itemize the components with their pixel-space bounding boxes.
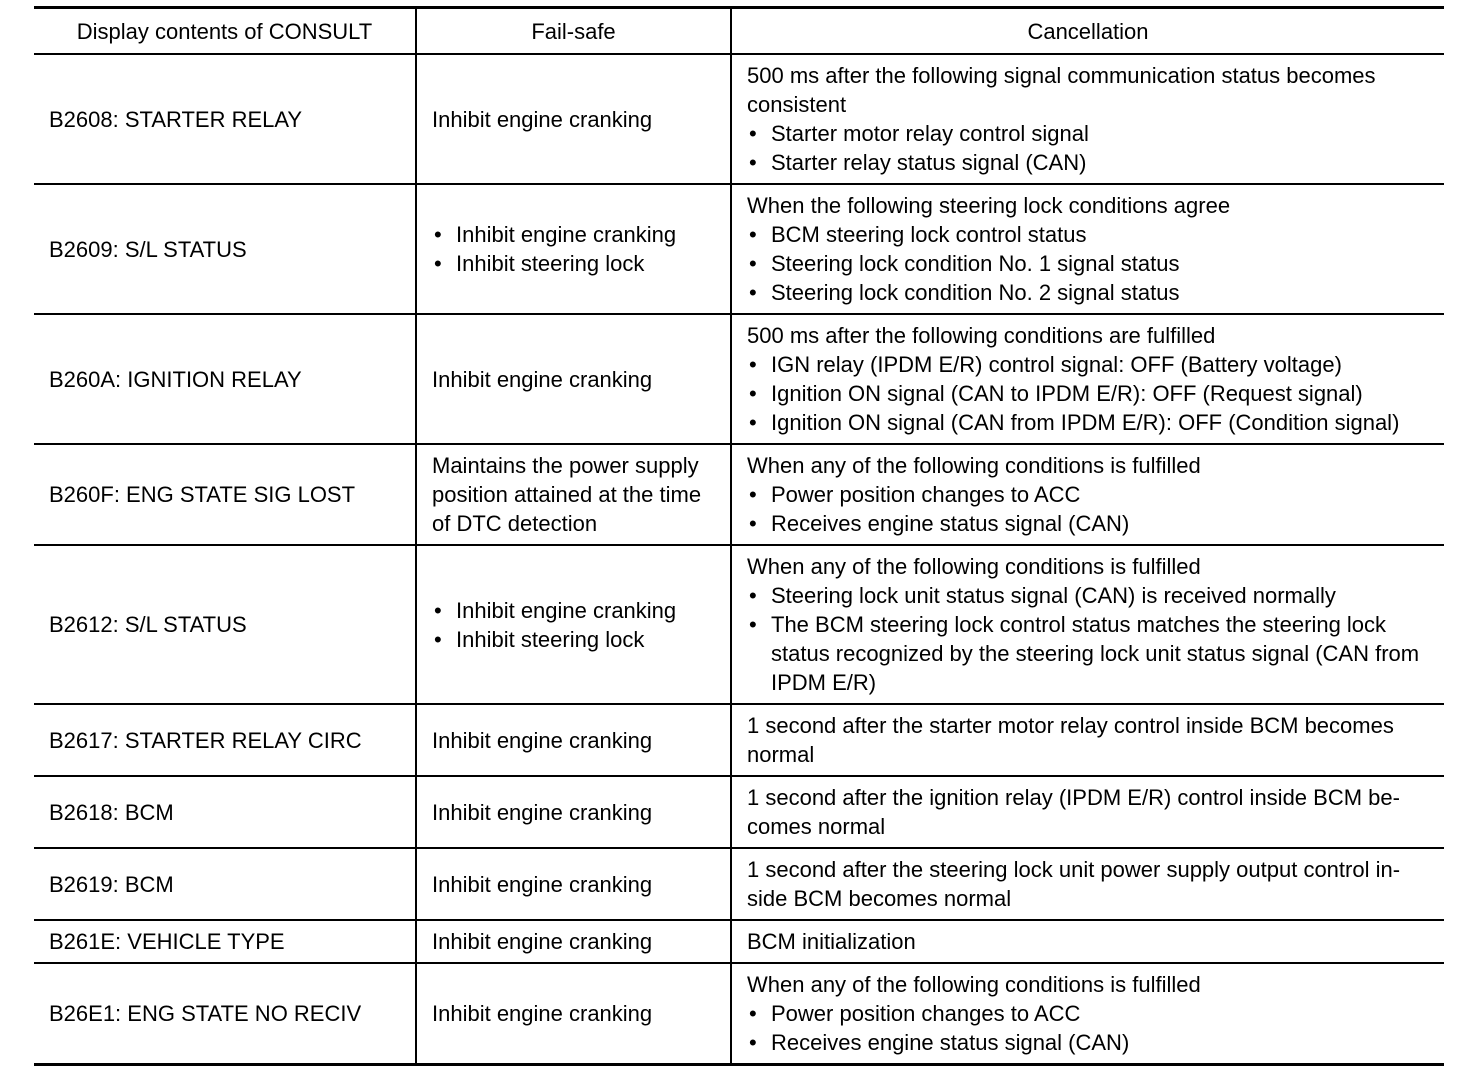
failsafe-cell: Inhibit engine cranking (416, 920, 731, 963)
list-item: • Ignition ON signal (CAN to IPDM E/R): OFF (Request signal) (747, 379, 1438, 408)
table-row (34, 184, 1444, 314)
header-row (34, 8, 1444, 55)
cancellation-list (747, 220, 1438, 307)
list-item: • Inhibit engine cranking (432, 596, 724, 625)
list-item: • BCM steering lock control status (747, 220, 1438, 249)
cancellation-cell (731, 545, 1444, 704)
cancellation-intro: 500 ms after the following signal communication status becomes consistent (747, 63, 1376, 117)
list-item: • Power position changes to ACC (747, 999, 1438, 1028)
table-row (34, 963, 1444, 1065)
failsafe-cell: Inhibit engine cranking (416, 776, 731, 848)
list-item: • Ignition ON signal (CAN from IPDM E/R): OFF (Condition signal) (747, 408, 1438, 437)
list-item: • Power position changes to ACC (747, 480, 1438, 509)
cancellation-cell: 1 second after the steering lock unit power supply output control in-side BCM becomes normal (731, 848, 1444, 920)
table-row (34, 848, 1444, 920)
cancellation-intro: When any of the following conditions is fulfilled (747, 554, 1201, 579)
fail-safe-table (34, 6, 1444, 1066)
display-cell: B2619: BCM (34, 848, 416, 920)
header-display: Display contents of CONSULT (34, 8, 416, 55)
table-row (34, 54, 1444, 184)
table-row (34, 704, 1444, 776)
cancellation-list (747, 480, 1438, 538)
list-item: • Inhibit engine cranking (432, 220, 724, 249)
failsafe-cell: Maintains the power supply position attained at the time of DTC detection (416, 444, 731, 545)
failsafe-cell: Inhibit engine cranking (416, 963, 731, 1065)
display-cell: B2609: S/L STATUS (34, 184, 416, 314)
list-item: • Steering lock condition No. 1 signal status (747, 249, 1438, 278)
cancellation-list (747, 999, 1438, 1057)
cancellation-cell (731, 184, 1444, 314)
display-cell: B26E1: ENG STATE NO RECIV (34, 963, 416, 1065)
display-cell: B2608: STARTER RELAY (34, 54, 416, 184)
list-item: • Starter relay status signal (CAN) (747, 148, 1438, 177)
cancellation-cell (731, 314, 1444, 444)
failsafe-cell (416, 184, 731, 314)
display-cell: B2618: BCM (34, 776, 416, 848)
list-item: • The BCM steering lock control status matches the steering lock status recognized by the steering lock unit status signal (CAN from IPDM E/R) (747, 610, 1438, 697)
failsafe-cell: Inhibit engine cranking (416, 704, 731, 776)
failsafe-list (432, 220, 724, 278)
list-item: • Receives engine status signal (CAN) (747, 1028, 1438, 1057)
failsafe-list (432, 596, 724, 654)
cancellation-cell (731, 54, 1444, 184)
header-cancellation: Cancellation (731, 8, 1444, 55)
display-cell: B261E: VEHICLE TYPE (34, 920, 416, 963)
list-item: • IGN relay (IPDM E/R) control signal: OFF (Battery voltage) (747, 350, 1438, 379)
list-item: • Starter motor relay control signal (747, 119, 1438, 148)
list-item: • Receives engine status signal (CAN) (747, 509, 1438, 538)
list-item: • Steering lock unit status signal (CAN) is received normally (747, 581, 1438, 610)
table-row (34, 314, 1444, 444)
cancellation-cell (731, 444, 1444, 545)
cancellation-intro: When the following steering lock conditions agree (747, 193, 1231, 218)
table-row (34, 444, 1444, 545)
failsafe-cell: Inhibit engine cranking (416, 848, 731, 920)
header-failsafe: Fail-safe (416, 8, 731, 55)
cancellation-cell: BCM initialization (731, 920, 1444, 963)
table-row (34, 920, 1444, 963)
cancellation-intro: When any of the following conditions is fulfilled (747, 453, 1201, 478)
failsafe-cell: Inhibit engine cranking (416, 314, 731, 444)
table-row (34, 545, 1444, 704)
list-item: • Inhibit steering lock (432, 249, 724, 278)
cancellation-list (747, 350, 1438, 437)
list-item: • Inhibit steering lock (432, 625, 724, 654)
cancellation-intro: 500 ms after the following conditions are fulfilled (747, 323, 1216, 348)
display-cell: B2612: S/L STATUS (34, 545, 416, 704)
cancellation-cell: 1 second after the starter motor relay control inside BCM becomes normal (731, 704, 1444, 776)
failsafe-cell: Inhibit engine cranking (416, 54, 731, 184)
failsafe-cell (416, 545, 731, 704)
cancellation-cell: 1 second after the ignition relay (IPDM E/R) control inside BCM be-comes normal (731, 776, 1444, 848)
display-cell: B2617: STARTER RELAY CIRC (34, 704, 416, 776)
table-row (34, 776, 1444, 848)
list-item: • Steering lock condition No. 2 signal status (747, 278, 1438, 307)
display-cell: B260A: IGNITION RELAY (34, 314, 416, 444)
cancellation-cell (731, 963, 1444, 1065)
cancellation-intro: When any of the following conditions is fulfilled (747, 972, 1201, 997)
display-cell: B260F: ENG STATE SIG LOST (34, 444, 416, 545)
cancellation-list (747, 581, 1438, 697)
cancellation-list (747, 119, 1438, 177)
